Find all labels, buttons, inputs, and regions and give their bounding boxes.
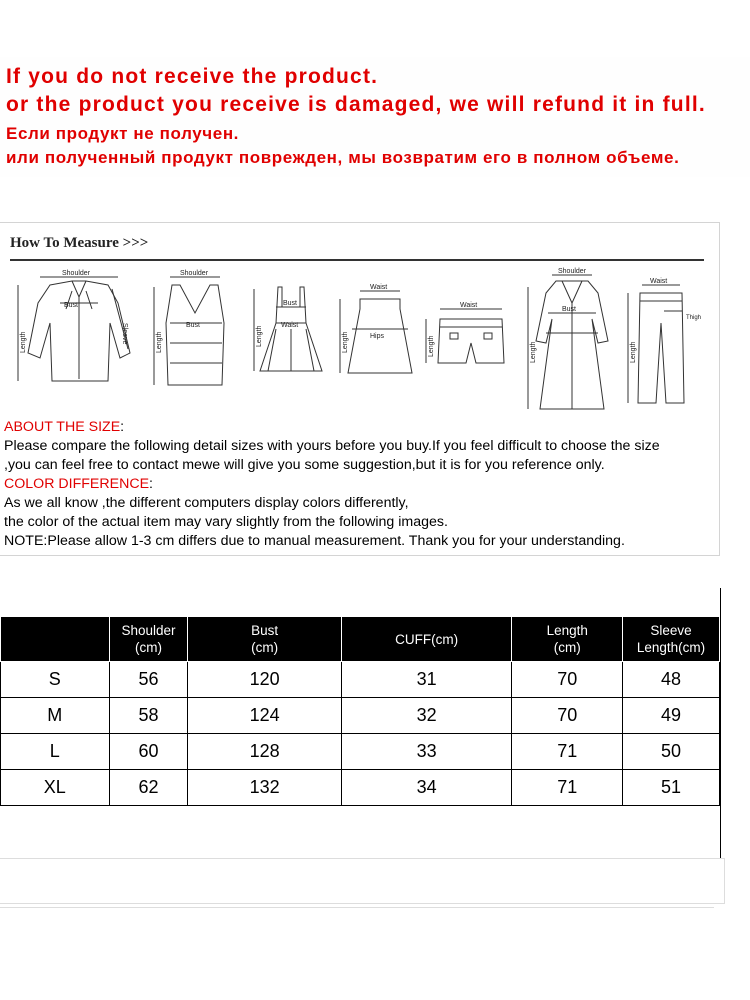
header-length: Length (cm)	[512, 617, 623, 662]
measurement-note: NOTE:Please allow 1-3 cm differs due to manual measurement. Thank you for your understanding.	[4, 533, 625, 549]
label-waist-skirt: Waist	[370, 284, 388, 291]
how-to-measure-panel	[0, 222, 720, 556]
size-cell: M	[1, 698, 110, 734]
label-length-coat: Length	[530, 341, 537, 363]
label-waist-trousers: Waist	[650, 278, 668, 285]
shoulder-cell: 56	[109, 662, 188, 698]
header-cuff: CUFF(cm)	[341, 617, 512, 662]
notice-line-3: Если продукт не получен.	[6, 124, 240, 143]
label-bust-tank: Bust	[186, 322, 201, 329]
about-size-colon: :	[120, 419, 125, 435]
notice-line-4: или полученный продукт поврежден, мы возвратим его в полном объеме.	[6, 148, 680, 167]
bottom-spacer-box	[0, 858, 725, 904]
label-thigh-trousers: Thigh	[686, 315, 702, 321]
color-difference-colon: :	[149, 476, 153, 492]
label-waist-shorts: Waist	[460, 302, 478, 309]
header-size	[1, 617, 110, 662]
label-length-tank: Length	[156, 331, 163, 353]
color-difference-heading: COLOR DIFFERENCE	[4, 476, 150, 492]
label-length-shirt: Length	[20, 331, 27, 353]
label-length-trousers: Length	[630, 341, 637, 363]
color-line-1: As we all know ,the different computers display colors differently,	[4, 495, 409, 511]
sleeve-length-cell: 50	[623, 734, 720, 770]
cuff-cell: 34	[341, 770, 512, 806]
header-shoulder: Shoulder (cm)	[109, 617, 188, 662]
sleeve-length-cell: 49	[623, 698, 720, 734]
length-cell: 71	[512, 734, 623, 770]
header-bust: Bust (cm)	[188, 617, 341, 662]
label-bust-dress: Bust	[283, 300, 298, 307]
label-waist-dress: Waist	[281, 322, 299, 329]
table-row	[1, 734, 720, 770]
bust-cell: 132	[188, 770, 341, 806]
size-table	[0, 616, 720, 806]
cuff-cell: 31	[341, 662, 512, 698]
cuff-cell: 33	[341, 734, 512, 770]
table-row	[1, 662, 720, 698]
shoulder-cell: 62	[109, 770, 188, 806]
label-hips-skirt: Hips	[370, 333, 385, 340]
about-text	[4, 418, 716, 551]
label-length-dress: Length	[256, 325, 263, 347]
size-cell: S	[1, 662, 110, 698]
size-cell: L	[1, 734, 110, 770]
sleeve-length-cell: 51	[623, 770, 720, 806]
color-difference-heading-line	[4, 475, 716, 494]
tank-top-figure	[154, 277, 224, 385]
shorts-figure	[426, 309, 504, 363]
length-cell: 71	[512, 770, 623, 806]
shoulder-cell: 60	[109, 734, 188, 770]
notice-line-1: If you do not receive the product.	[6, 65, 379, 88]
skirt-figure	[340, 291, 412, 373]
shoulder-cell: 58	[109, 698, 188, 734]
label-sleeve-shirt: Sleeve	[121, 323, 128, 345]
bust-cell: 124	[188, 698, 341, 734]
label-shoulder-tank: Shoulder	[180, 270, 209, 277]
label-shoulder-coat: Shoulder	[558, 268, 587, 275]
label-shoulder-shirt: Shoulder	[62, 270, 91, 277]
label-bust-shirt: Bust	[64, 302, 79, 309]
size-table-header-row	[1, 617, 720, 662]
bust-cell: 128	[188, 734, 341, 770]
refund-notice	[0, 57, 750, 177]
measure-title: How To Measure >>>	[10, 235, 149, 251]
length-cell: 70	[512, 662, 623, 698]
measurement-illustrations	[0, 263, 719, 418]
size-cell: XL	[1, 770, 110, 806]
table-row	[1, 698, 720, 734]
label-length-skirt: Length	[342, 331, 349, 353]
label-bust-coat: Bust	[562, 306, 577, 313]
about-size-heading-line	[4, 418, 716, 437]
measure-divider	[10, 259, 704, 261]
color-line-2: the color of the actual item may vary slightly from the following images.	[4, 514, 448, 530]
length-cell: 70	[512, 698, 623, 734]
label-length-shorts: Length	[428, 335, 435, 357]
coat-figure	[528, 275, 608, 409]
cuff-cell: 32	[341, 698, 512, 734]
about-size-line-2: ,you can feel free to contact mewe will give you some suggestion,but it is for you reference only.	[4, 457, 605, 473]
table-row	[1, 770, 720, 806]
notice-line-2: or the product you receive is damaged, we will refund it in full.	[6, 93, 706, 116]
sleeve-length-cell: 48	[623, 662, 720, 698]
shirt-figure	[18, 277, 130, 381]
header-sleeve-length: Sleeve Length(cm)	[623, 617, 720, 662]
bottom-divider	[0, 907, 714, 908]
about-size-heading: ABOUT THE SIZE	[4, 419, 121, 435]
size-chart	[0, 588, 721, 858]
about-size-line-1: Please compare the following detail sizes with yours before you buy.If you feel difficult to choose the size	[4, 438, 660, 454]
bust-cell: 120	[188, 662, 341, 698]
